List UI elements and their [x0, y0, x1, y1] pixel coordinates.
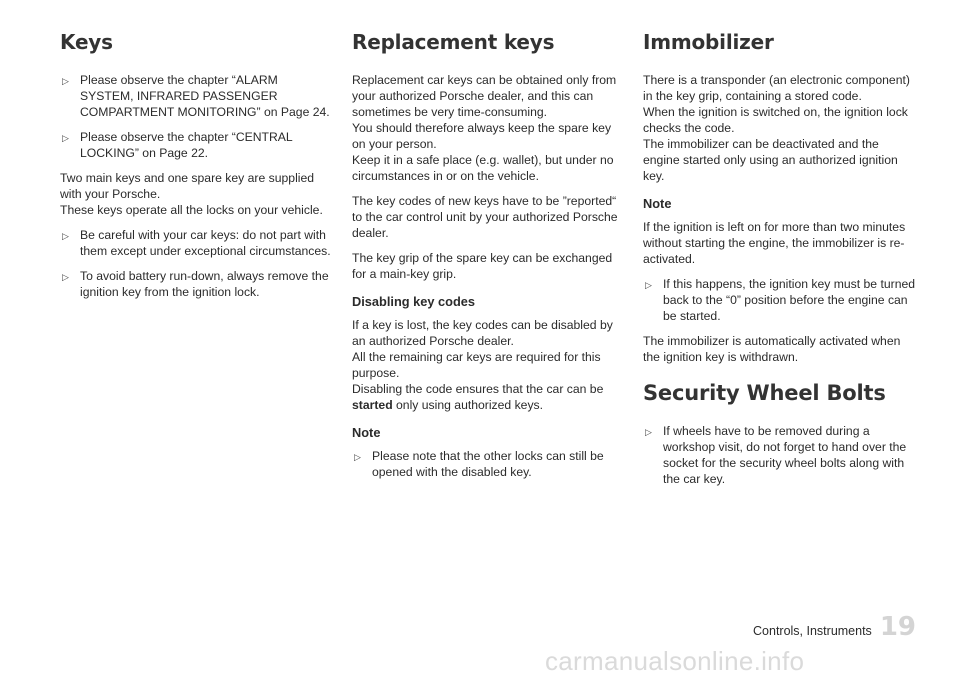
subheading-disabling-key-codes: Disabling key codes — [352, 294, 476, 309]
heading-keys: Keys — [60, 30, 113, 54]
subheading-note: Note — [352, 425, 381, 440]
paragraph: If the ignition is left on for more than two minutes without starting the engine, the immobilizer is re-activated. — [643, 220, 906, 266]
heading-replacement-keys: Replacement keys — [352, 30, 555, 54]
list-item: ▷ Be careful with your car keys: do not part with them except under exceptional circumstances. — [62, 228, 331, 258]
paragraph: These keys operate all the locks on your vehicle. — [60, 203, 323, 217]
paragraph: Keep it in a safe place (e.g. wallet), but under no circumstances in or on the vehicle. — [352, 153, 614, 183]
paragraph: You should therefore always keep the spare key on your person. — [352, 121, 612, 151]
list-item: ▷ Please note that the other locks can still be opened with the disabled key. — [354, 449, 604, 479]
triangle-bullet-icon: ▷ — [62, 133, 69, 143]
page-number: 19 — [879, 612, 916, 642]
paragraph: Two main keys and one spare key are supplied with your Porsche. — [60, 171, 315, 201]
triangle-bullet-icon: ▷ — [645, 427, 652, 437]
triangle-bullet-icon: ▷ — [645, 280, 652, 290]
footer-section-name: Controls, Instruments — [753, 624, 872, 638]
paragraph: There is a transponder (an electronic component) in the key grip, containing a stored code. — [643, 73, 910, 103]
paragraph: The key codes of new keys have to be ”reported“ to the car control unit by your authorized Porsche dealer. — [352, 194, 618, 240]
list-item: ▷ To avoid battery run-down, always remove the ignition key from the ignition lock. — [62, 269, 329, 299]
paragraph: If a key is lost, the key codes can be disabled by an authorized Porsche dealer. — [352, 318, 613, 348]
column-immobilizer — [643, 30, 917, 496]
column-keys — [60, 30, 334, 309]
list-item: ▷ Please observe the chapter “ALARM SYSTEM, INFRARED PASSENGER COMPARTMENT MONITORING” on Page 24. — [62, 73, 330, 119]
paragraph: All the remaining car keys are required for this purpose. — [352, 350, 601, 380]
paragraph: Disabling the code ensures that the car can be started only using authorized keys. — [352, 382, 604, 412]
triangle-bullet-icon: ▷ — [62, 272, 69, 282]
paragraph: The key grip of the spare key can be exchanged for a main-key grip. — [352, 251, 613, 281]
paragraph: Replacement car keys can be obtained only from your authorized Porsche dealer, and this can sometimes be very time-consuming. — [352, 73, 617, 119]
column-replacement-keys — [352, 30, 626, 489]
list-item: ▷ Please observe the chapter “CENTRAL LOCKING” on Page 22. — [62, 130, 293, 160]
list-item: ▷ If this happens, the ignition key must be turned back to the “0” position before the engine can be started. — [645, 277, 916, 323]
heading-immobilizer: Immobilizer — [643, 30, 774, 54]
heading-security-wheel-bolts: Security Wheel Bolts — [643, 381, 886, 405]
triangle-bullet-icon: ▷ — [354, 452, 361, 462]
paragraph: The immobilizer can be deactivated and the engine started only using an authorized ignition key. — [643, 137, 898, 183]
triangle-bullet-icon: ▷ — [62, 231, 69, 241]
paragraph: When the ignition is switched on, the ignition lock checks the code. — [643, 105, 908, 135]
page-footer — [753, 612, 916, 642]
triangle-bullet-icon: ▷ — [62, 76, 69, 86]
subheading-note: Note — [643, 196, 672, 211]
watermark: carmanualsonline.info — [545, 646, 805, 676]
list-item: ▷ If wheels have to be removed during a workshop visit, do not forget to hand over the socket for the security wheel bolts along with the car key. — [645, 424, 907, 486]
paragraph: The immobilizer is automatically activated when the ignition key is withdrawn. — [643, 334, 901, 364]
